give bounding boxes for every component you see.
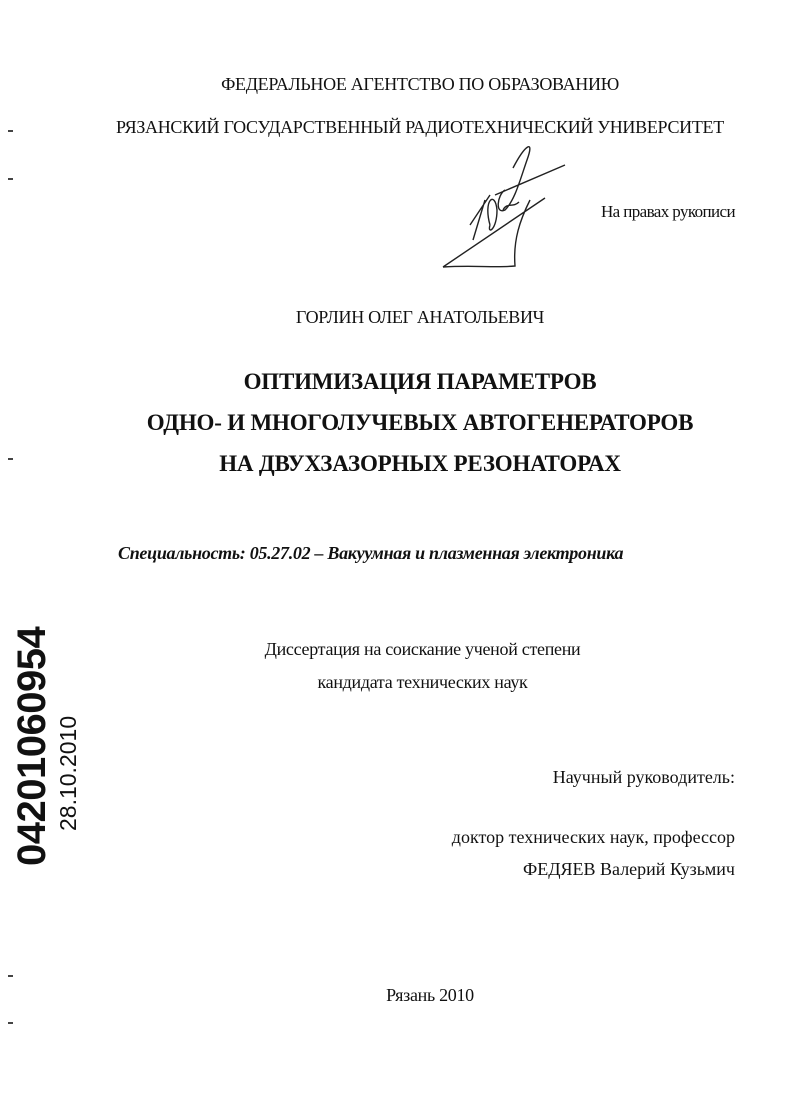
place-year: Рязань 2010	[386, 985, 474, 1005]
degree-line-2: кандидата технических наук	[317, 672, 528, 692]
title-line-3: НА ДВУХЗАЗОРНЫХ РЕЗОНАТОРАХ	[219, 451, 621, 476]
title-line-2: ОДНО- И МНОГОЛУЧЕВЫХ АВТОГЕНЕРАТОРОВ	[146, 410, 694, 435]
library-stamp-number: 04201060954	[10, 626, 54, 866]
supervisor-label: Научный руководитель:	[552, 767, 735, 787]
scan-mark	[8, 975, 13, 977]
supervisor-rank: доктор технических наук, профессор	[451, 827, 735, 847]
university-heading: РЯЗАНСКИЙ ГОСУДАРСТВЕННЫЙ РАДИОТЕХНИЧЕСКИЙ УНИВЕРСИТЕТ	[116, 117, 724, 137]
scan-mark	[8, 1022, 13, 1024]
manuscript-note: На правах рукописи	[600, 202, 735, 221]
author-name: ГОРЛИН ОЛЕГ АНАТОЛЬЕВИЧ	[295, 307, 545, 327]
specialty: Специальность: 05.27.02 – Вакуумная и плазменная электроника	[118, 543, 624, 563]
title-line-1: ОПТИМИЗАЦИЯ ПАРАМЕТРОВ	[243, 369, 597, 394]
agency-heading: ФЕДЕРАЛЬНОЕ АГЕНТСТВО ПО ОБРАЗОВАНИЮ	[221, 74, 619, 94]
scan-mark	[8, 178, 13, 180]
supervisor-name: ФЕДЯЕВ Валерий Кузьмич	[523, 859, 735, 879]
signature	[435, 140, 575, 275]
library-stamp-date: 28.10.2010	[55, 715, 81, 831]
degree-line-1: Диссертация на соискание ученой степени	[264, 639, 581, 659]
